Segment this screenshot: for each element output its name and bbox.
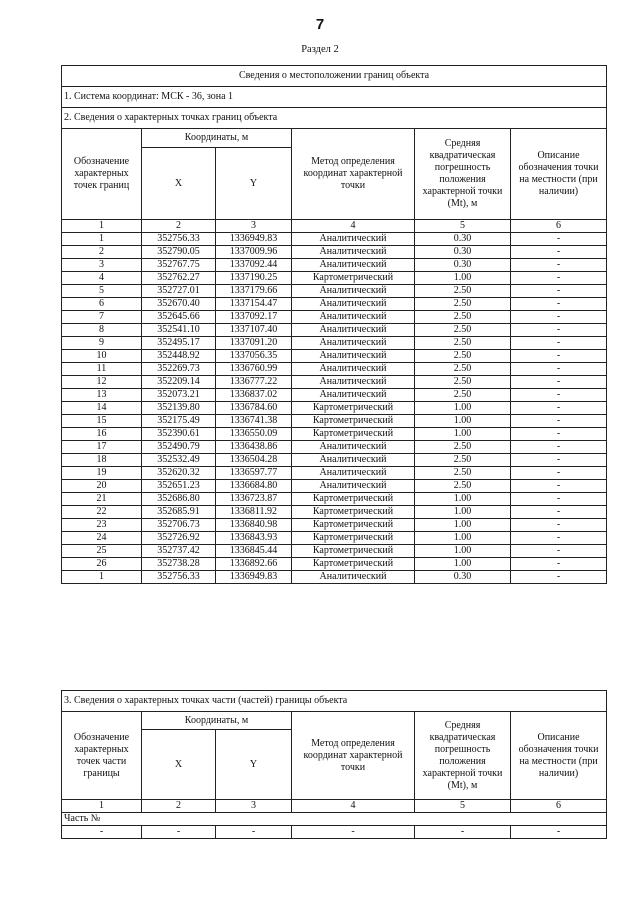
table-cell: 352209.14 [142,376,216,389]
table-cell: - [511,272,607,285]
table-cell: - [415,826,511,839]
table-cell: - [511,337,607,350]
table-cell: Аналитический [292,480,415,493]
table-cell: Аналитический [292,467,415,480]
table-cell: 1337092.17 [216,311,292,324]
table-cell: 2.50 [415,337,511,350]
parts-header-coords: Координаты, м [142,712,292,730]
table-title: Сведения о местоположении границ объекта [62,66,607,87]
table-cell: - [511,285,607,298]
table-cell: 1.00 [415,558,511,571]
header-method: Метод определения координат характерной точки [292,129,415,220]
table-cell: 352651.23 [142,480,216,493]
table-cell: 1.00 [415,415,511,428]
table-row [62,467,607,480]
table-cell: 25 [62,545,142,558]
table-cell: 1.00 [415,545,511,558]
boundary-points-table [61,65,607,584]
parts-column-numbers-row [62,800,607,813]
table-cell: 1336949.83 [216,233,292,246]
table-cell: 1.00 [415,532,511,545]
table-cell: 352767.75 [142,259,216,272]
table-row [62,480,607,493]
table-cell: 352390.61 [142,428,216,441]
table-cell: Картометрический [292,545,415,558]
part-points-table [61,690,607,839]
table-cell: Аналитический [292,246,415,259]
table-row [62,376,607,389]
table-cell: Картометрический [292,415,415,428]
table-cell: - [216,826,292,839]
table-cell: 4 [62,272,142,285]
table-cell: 2.50 [415,324,511,337]
table-cell: - [62,826,142,839]
table-cell: - [511,402,607,415]
table-cell: 1336843.93 [216,532,292,545]
table-row [62,285,607,298]
table-cell: 24 [62,532,142,545]
table-cell: 0.30 [415,233,511,246]
points-section-title: 2. Сведения о характерных точках границ объекта [62,108,607,129]
table-cell: - [511,467,607,480]
table-cell: 352495.17 [142,337,216,350]
table-cell: 352645.66 [142,311,216,324]
table-cell: 2 [62,246,142,259]
table-cell: 18 [62,454,142,467]
table-cell: 1.00 [415,272,511,285]
table-cell: - [511,389,607,402]
table-row [62,545,607,558]
table-cell: 1336892.66 [216,558,292,571]
table-cell: 9 [62,337,142,350]
table-cell: - [511,493,607,506]
column-numbers-row [62,220,607,233]
table-cell: 1336684.80 [216,480,292,493]
table-cell: - [511,246,607,259]
table-cell: 21 [62,493,142,506]
table-cell: 23 [62,519,142,532]
part-empty-row [62,826,607,839]
table-cell: 2.50 [415,311,511,324]
table-cell: Аналитический [292,233,415,246]
table-cell: 2.50 [415,363,511,376]
column-number: 6 [511,220,607,233]
table-cell: 1337190.25 [216,272,292,285]
table-cell: Аналитический [292,298,415,311]
table-cell: 352139.80 [142,402,216,415]
table-cell: 1336760.99 [216,363,292,376]
table-cell: - [511,519,607,532]
table-cell: 2.50 [415,285,511,298]
table-cell: 26 [62,558,142,571]
table-cell: - [511,259,607,272]
table-cell: - [511,428,607,441]
table-cell: - [511,324,607,337]
table-cell: Картометрический [292,493,415,506]
table-row [62,558,607,571]
column-number: 3 [216,800,292,813]
table-cell: 0.30 [415,246,511,259]
table-cell: - [511,545,607,558]
page-number: 7 [315,16,325,33]
table-cell: 1337091.20 [216,337,292,350]
parts-section-title: 3. Сведения о характерных точках части (частей) границы объекта [62,691,607,712]
table-row [62,493,607,506]
header-x: X [142,148,216,220]
table-cell: 352490.79 [142,441,216,454]
table-cell: Картометрический [292,402,415,415]
table-row [62,571,607,584]
table-cell: - [292,826,415,839]
table-row [62,532,607,545]
table-cell: 1337179.66 [216,285,292,298]
table-cell: 1337009.96 [216,246,292,259]
table-cell: 352620.32 [142,467,216,480]
table-row [62,519,607,532]
parts-header-y: Y [216,730,292,800]
parts-header-designation: Обозначение характерных точек части границы [62,712,142,800]
table-row [62,298,607,311]
table-cell: 1336504.28 [216,454,292,467]
table-cell: Аналитический [292,350,415,363]
table-cell: 2.50 [415,467,511,480]
table-cell: 1336837.02 [216,389,292,402]
table-row [62,272,607,285]
table-cell: 15 [62,415,142,428]
table-cell: 14 [62,402,142,415]
table-cell: 5 [62,285,142,298]
table-cell: - [511,415,607,428]
table-cell: 1337154.47 [216,298,292,311]
table-cell: 1.00 [415,493,511,506]
table-cell: Картометрический [292,272,415,285]
table-row [62,350,607,363]
table-cell: 352726.92 [142,532,216,545]
column-number: 5 [415,800,511,813]
table-cell: 352790.05 [142,246,216,259]
table-cell: - [511,441,607,454]
table-row [62,389,607,402]
table-cell: 2.50 [415,454,511,467]
table-cell: 352541.10 [142,324,216,337]
part-label: Часть № [62,813,607,826]
table-cell: 352737.42 [142,545,216,558]
table-cell: 352756.33 [142,233,216,246]
table-cell: 1336723.87 [216,493,292,506]
table-cell: 16 [62,428,142,441]
table-cell: 352738.28 [142,558,216,571]
table-cell: 2.50 [415,480,511,493]
table-cell: 1337092.44 [216,259,292,272]
column-number: 1 [62,800,142,813]
table-cell: - [511,311,607,324]
column-number: 2 [142,220,216,233]
table-cell: 352073.21 [142,389,216,402]
table-cell: 19 [62,467,142,480]
table-cell: 11 [62,363,142,376]
coord-system: 1. Система координат: МСК - 36, зона 1 [62,87,607,108]
table-cell: Аналитический [292,454,415,467]
table-cell: Аналитический [292,324,415,337]
table-cell: 1336777.22 [216,376,292,389]
table-cell: 1336811.92 [216,506,292,519]
table-cell: 13 [62,389,142,402]
table-cell: 17 [62,441,142,454]
table-cell: 352670.40 [142,298,216,311]
table-cell: 1.00 [415,428,511,441]
table-row [62,428,607,441]
header-error: Средняя квадратическая погрешность положения характерной точки (Mt), м [415,129,511,220]
column-number: 4 [292,220,415,233]
header-designation: Обозначение характерных точек границ [62,129,142,220]
table-cell: 352532.49 [142,454,216,467]
table-cell: 352685.91 [142,506,216,519]
table-cell: 2.50 [415,376,511,389]
table-cell: Аналитический [292,363,415,376]
column-number: 2 [142,800,216,813]
table-row [62,454,607,467]
table-cell: - [511,350,607,363]
table-cell: 1.00 [415,519,511,532]
column-number: 5 [415,220,511,233]
table-cell: Картометрический [292,532,415,545]
parts-header-method: Метод определения координат характерной точки [292,712,415,800]
table-cell: 7 [62,311,142,324]
table-cell: 12 [62,376,142,389]
table-cell: 1336550.09 [216,428,292,441]
table-cell: 2.50 [415,298,511,311]
table-row [62,259,607,272]
table-cell: 1 [62,233,142,246]
parts-header-error: Средняя квадратическая погрешность положения характерной точки (Mt), м [415,712,511,800]
table-cell: 1.00 [415,402,511,415]
header-description: Описание обозначения точки на местности (при наличии) [511,129,607,220]
table-cell: 20 [62,480,142,493]
header-y: Y [216,148,292,220]
parts-header-x: X [142,730,216,800]
table-cell: - [511,826,607,839]
table-cell: 1337107.40 [216,324,292,337]
table-cell: 1337056.35 [216,350,292,363]
table-row [62,337,607,350]
table-cell: 1336845.44 [216,545,292,558]
table-cell: 0.30 [415,259,511,272]
column-number: 4 [292,800,415,813]
table-cell: 352269.73 [142,363,216,376]
column-number: 1 [62,220,142,233]
table-cell: 0.30 [415,571,511,584]
table-cell: - [511,571,607,584]
table-row [62,324,607,337]
table-cell: Картометрический [292,428,415,441]
table-cell: - [511,363,607,376]
table-cell: 352756.33 [142,571,216,584]
column-number: 3 [216,220,292,233]
table-cell: 2.50 [415,441,511,454]
table-cell: Картометрический [292,558,415,571]
table-cell: 1336597.77 [216,467,292,480]
table-cell: 1336438.86 [216,441,292,454]
column-number: 6 [511,800,607,813]
table-cell: Аналитический [292,376,415,389]
table-row [62,402,607,415]
header-coords: Координаты, м [142,129,292,148]
table-cell: 8 [62,324,142,337]
table-cell: 352727.01 [142,285,216,298]
table-cell: 352175.49 [142,415,216,428]
table-cell: Аналитический [292,311,415,324]
table-cell: Аналитический [292,337,415,350]
table-cell: - [511,506,607,519]
table-cell: 2.50 [415,350,511,363]
table-row [62,415,607,428]
table-cell: 1336840.98 [216,519,292,532]
table-cell: 352448.92 [142,350,216,363]
table-cell: 1336784.60 [216,402,292,415]
table-row [62,246,607,259]
table-cell: 2.50 [415,389,511,402]
table-cell: 1.00 [415,506,511,519]
parts-header-description: Описание обозначения точки на местности (при наличии) [511,712,607,800]
table-cell: 352706.73 [142,519,216,532]
table-row [62,506,607,519]
table-cell: 10 [62,350,142,363]
table-cell: Аналитический [292,389,415,402]
table-cell: - [511,532,607,545]
table-cell: Картометрический [292,506,415,519]
table-cell: - [511,480,607,493]
table-cell: Аналитический [292,441,415,454]
table-row [62,363,607,376]
table-cell: 1336949.83 [216,571,292,584]
table-cell: - [511,298,607,311]
table-cell: - [511,233,607,246]
table-cell: 352686.80 [142,493,216,506]
table-cell: Аналитический [292,259,415,272]
table-cell: Аналитический [292,571,415,584]
table-cell: 22 [62,506,142,519]
table-cell: Аналитический [292,285,415,298]
table-row [62,311,607,324]
table-cell: 6 [62,298,142,311]
table-cell: 352762.27 [142,272,216,285]
table-row [62,441,607,454]
table-cell: 1336741.38 [216,415,292,428]
section-label: Раздел 2 [301,44,339,55]
table-cell: - [511,376,607,389]
table-cell: 3 [62,259,142,272]
table-cell: - [142,826,216,839]
table-row [62,233,607,246]
table-cell: - [511,454,607,467]
table-cell: - [511,558,607,571]
table-cell: 1 [62,571,142,584]
table-cell: Картометрический [292,519,415,532]
